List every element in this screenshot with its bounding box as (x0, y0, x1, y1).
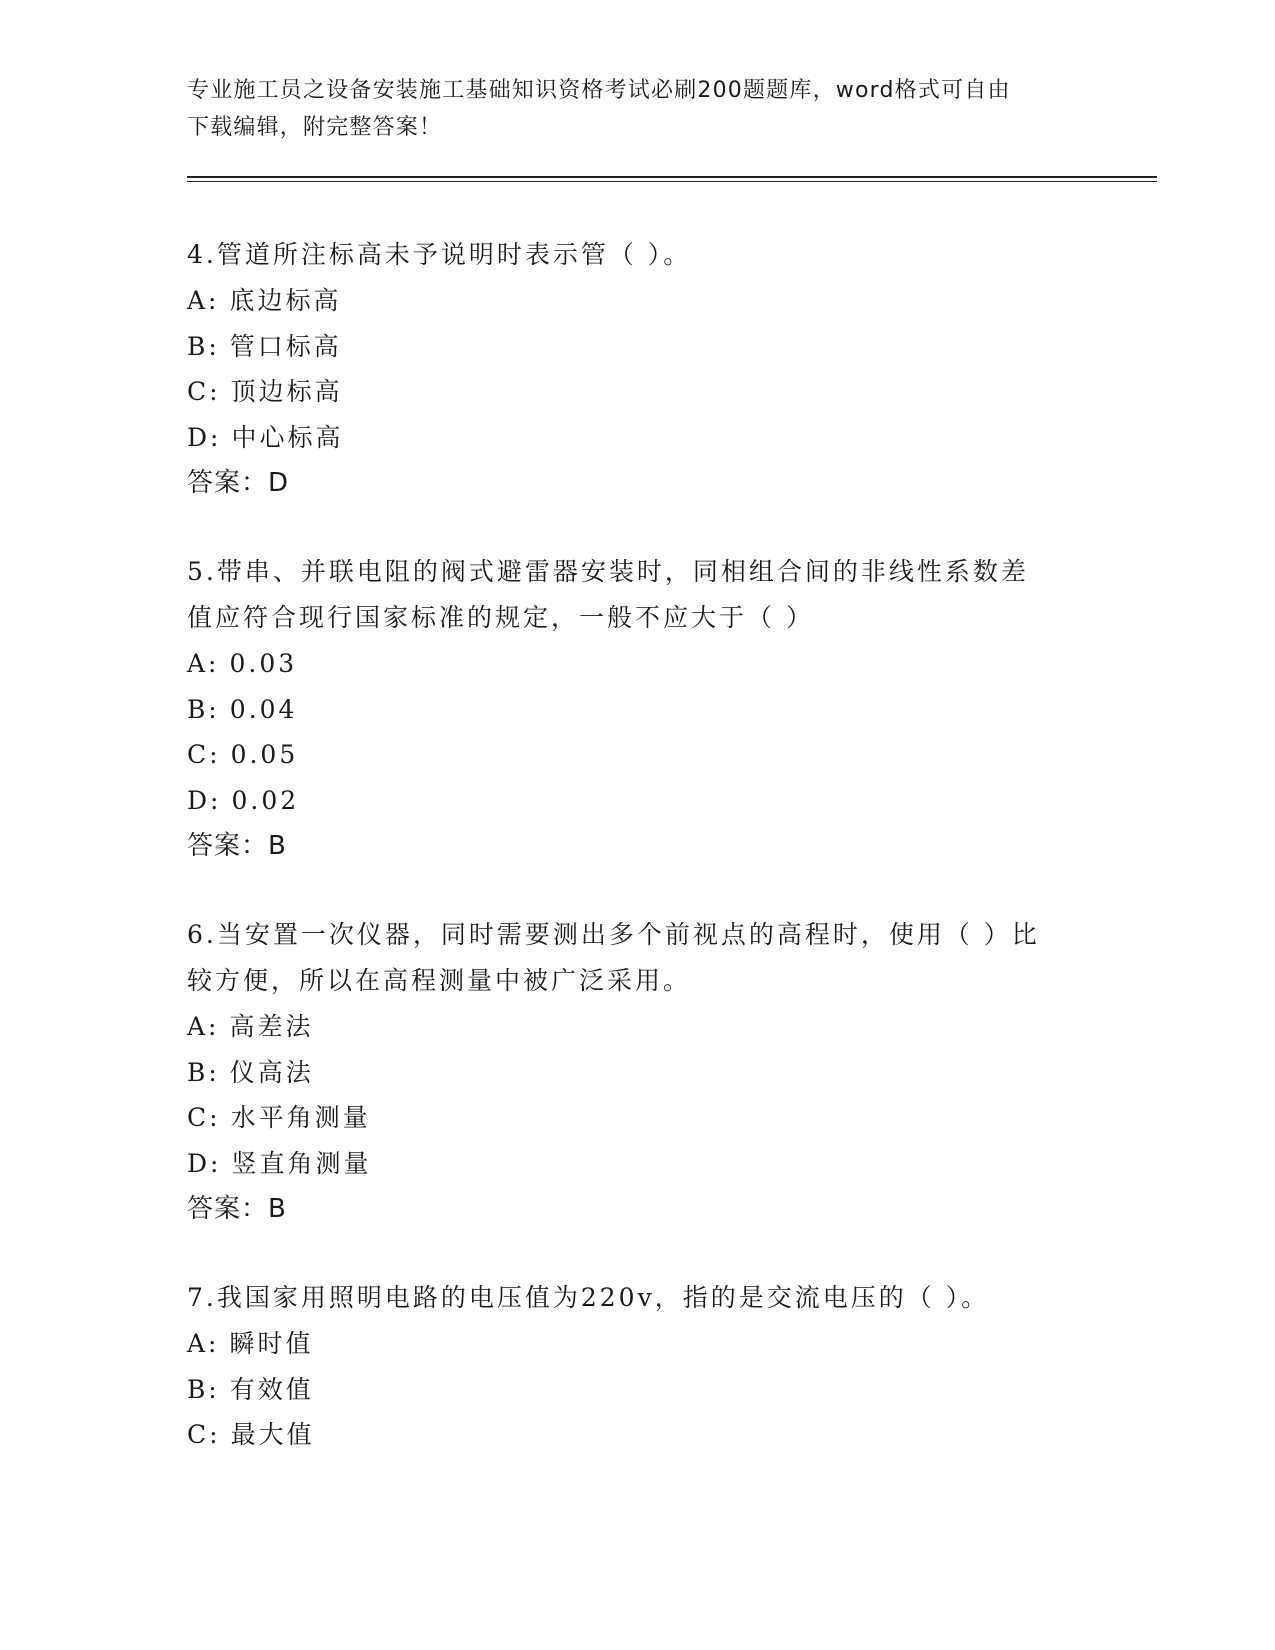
option-letter: A: (187, 1329, 220, 1358)
option-c (187, 1412, 1087, 1458)
option-text: 瞬时值 (229, 1329, 314, 1358)
option-c (187, 732, 1087, 778)
option-letter: A: (187, 286, 220, 315)
option-d (187, 415, 1087, 461)
question-item (187, 912, 1087, 1232)
question-stem: 4.管道所注标高未予说明时表示管（ ）。 (187, 240, 692, 269)
option-text: 竖直角测量 (231, 1148, 372, 1178)
option-text: 管口标高 (229, 331, 342, 361)
option-letter: D: (187, 785, 222, 815)
option-a (187, 1321, 1087, 1367)
question-item (187, 549, 1087, 869)
option-text: 顶边标高 (230, 377, 343, 406)
option-text: 0.04 (229, 694, 298, 724)
answer-line: 答案：B (187, 1194, 287, 1224)
option-text: 有效值 (229, 1374, 314, 1404)
option-text: 仪高法 (229, 1057, 314, 1087)
option-letter: C: (187, 1420, 221, 1449)
option-c (187, 1095, 1087, 1141)
option-b (187, 324, 1087, 370)
option-text: 0.02 (231, 785, 300, 815)
option-letter: A: (187, 649, 220, 678)
option-letter: A: (187, 1012, 220, 1041)
document-header (187, 72, 1067, 146)
answer-line: 答案：B (187, 831, 287, 861)
question-stem: 5.带串、并联电阻的阀式避雷器安装时，同相组合间的非线性系数差 (187, 557, 1029, 586)
option-letter: D: (187, 1148, 222, 1178)
option-text: 0.03 (229, 649, 298, 678)
question-stem: 6.当安置一次仪器，同时需要测出多个前视点的高程时，使用（ ）比 (187, 920, 1040, 949)
option-text: 底边标高 (229, 286, 342, 315)
header-divider (187, 176, 1157, 178)
option-d (187, 778, 1087, 824)
header-line-2: 下载编辑，附完整答案！ (187, 115, 443, 140)
question-stem-continued: 值应符合现行国家标准的规定，一般不应大于（ ） (187, 603, 814, 632)
header-line-1: 专业施工员之设备安装施工基础知识资格考试必刷200题题库，word格式可自由 (187, 78, 1011, 103)
option-a (187, 641, 1087, 687)
option-b (187, 1050, 1087, 1096)
question-stem-continued: 较方便，所以在高程测量中被广泛采用。 (187, 966, 692, 995)
option-letter: C: (187, 740, 221, 769)
option-text: 中心标高 (231, 422, 344, 452)
option-text: 0.05 (230, 740, 299, 769)
question-stem: 7.我国家用照明电路的电压值为220v，指的是交流电压的（ ）。 (187, 1283, 990, 1312)
option-letter: D: (187, 422, 222, 452)
option-b (187, 1367, 1087, 1413)
option-a (187, 1004, 1087, 1050)
option-letter: B: (187, 1374, 220, 1404)
question-list (187, 232, 1087, 1501)
option-letter: C: (187, 1103, 221, 1132)
question-item (187, 1275, 1087, 1458)
option-text: 水平角测量 (230, 1103, 371, 1132)
option-text: 高差法 (229, 1012, 314, 1041)
option-d (187, 1141, 1087, 1187)
option-letter: B: (187, 1057, 220, 1087)
option-c (187, 369, 1087, 415)
option-b (187, 687, 1087, 733)
question-item (187, 232, 1087, 506)
answer-line: 答案：D (187, 468, 290, 498)
option-text: 最大值 (230, 1420, 315, 1449)
option-a (187, 278, 1087, 324)
option-letter: B: (187, 331, 220, 361)
option-letter: C: (187, 377, 221, 406)
option-letter: B: (187, 694, 220, 724)
header-divider-thin (187, 181, 1157, 182)
